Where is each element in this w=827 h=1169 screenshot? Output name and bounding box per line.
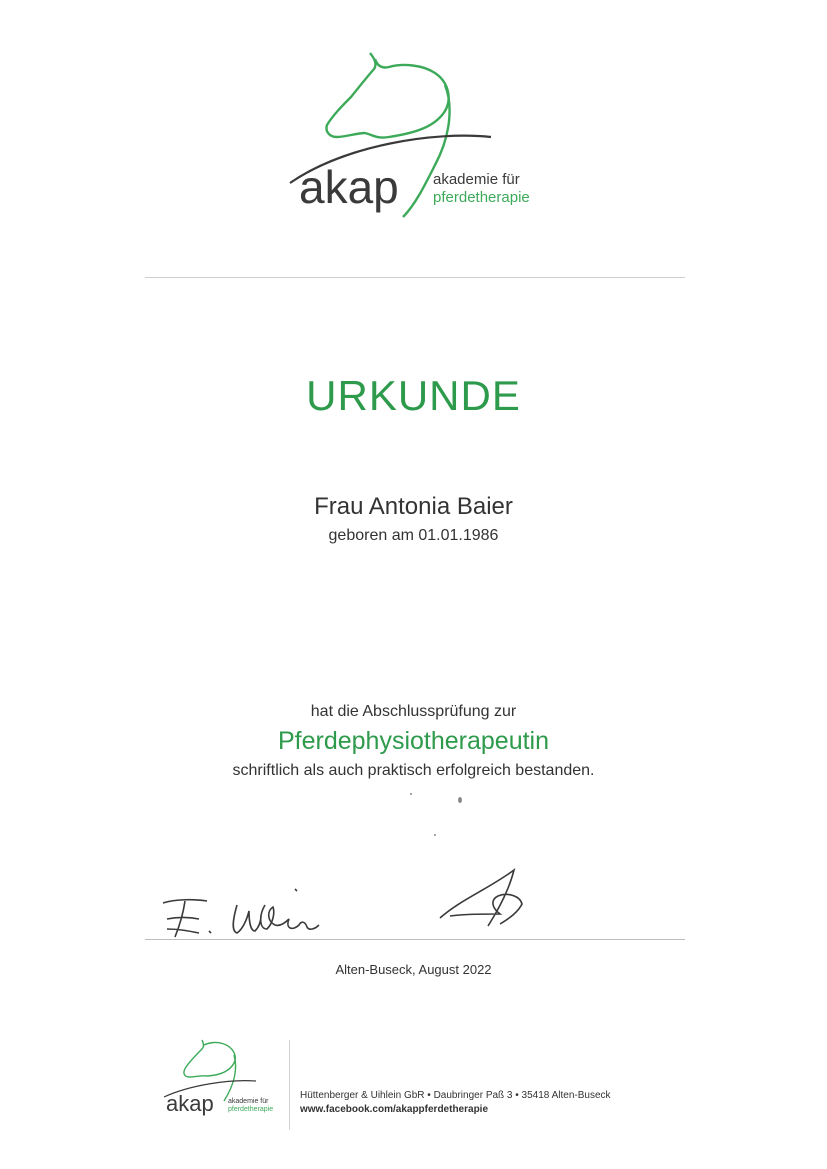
signature-right: [430, 860, 540, 935]
birth-date: geboren am 01.01.1986: [328, 527, 499, 544]
horse-head-icon: [184, 1040, 235, 1077]
scan-speck: [458, 797, 462, 803]
scan-speck: [410, 793, 412, 795]
place-date: Alten-Buseck, August 2022: [335, 962, 492, 977]
scan-speck: [434, 834, 436, 836]
logo-line1: akademie für: [433, 171, 520, 188]
certificate-title: URKUNDE: [306, 372, 521, 419]
signature-line: [145, 939, 685, 940]
footer-address: Hüttenberger & Uihlein GbR • Daubringer Paß 3 • 35418 Alten-Buseck: [300, 1090, 611, 1101]
passed-line: schriftlich als auch praktisch erfolgreich bestanden.: [232, 762, 595, 779]
top-divider: [145, 277, 685, 278]
signature-left: [155, 885, 355, 945]
profession-title: Pferdephysiotherapeutin: [277, 727, 550, 755]
horse-head-icon: [326, 53, 448, 138]
exam-line: hat die Abschlussprüfung zur: [310, 703, 517, 720]
footer-logo-wordmark: akap: [166, 1091, 214, 1116]
footer-web-link[interactable]: www.facebook.com/akappferdetherapie: [300, 1104, 489, 1115]
footer-divider: [289, 1040, 290, 1130]
logo-line2: pferdetherapie: [433, 189, 530, 206]
logo-footer: [160, 1035, 285, 1120]
recipient-name: Frau Antonia Baier: [314, 493, 513, 520]
logo-top: [285, 45, 555, 225]
footer-logo-line1: akademie für: [228, 1098, 269, 1105]
footer-logo-line2: pferdetherapie: [228, 1106, 274, 1113]
logo-wordmark: akap: [299, 161, 399, 213]
